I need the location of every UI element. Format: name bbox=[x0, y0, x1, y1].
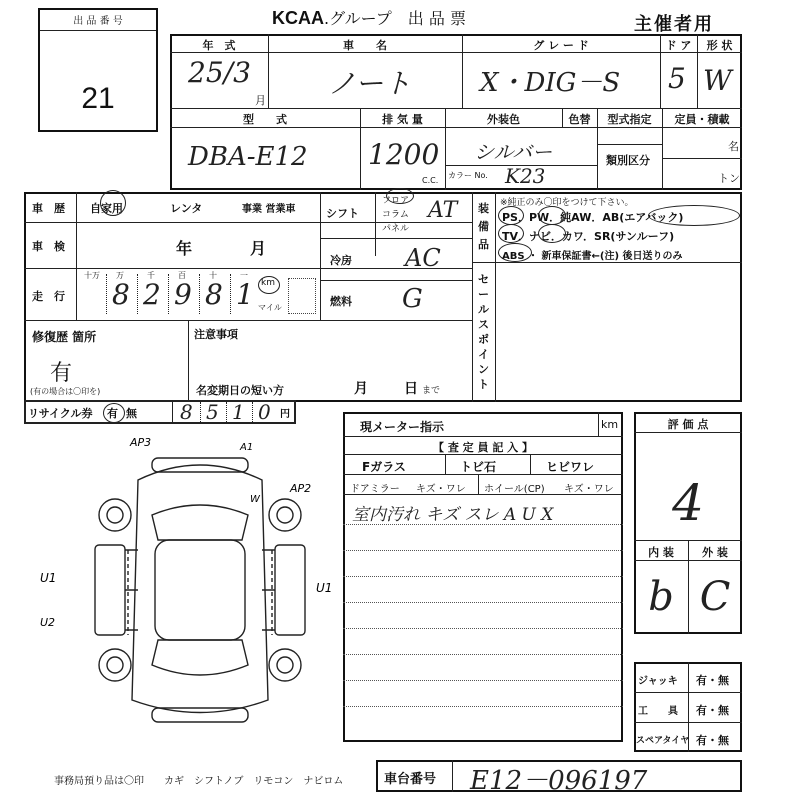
ac-value: AC bbox=[405, 244, 441, 272]
mark-ap3: AP3 bbox=[130, 436, 152, 449]
mileage-digit-1: 8 bbox=[112, 278, 130, 311]
interior-label: 内 装 bbox=[648, 546, 674, 559]
equipment-row-2: TV．ナビ．カワ．SR(サンルーフ) bbox=[502, 230, 675, 243]
fuel-label: 燃料 bbox=[330, 295, 352, 308]
brand-logo: KCAA bbox=[272, 8, 324, 28]
model-value: DBA-E12 bbox=[188, 142, 308, 172]
mileage-unit-100k: 十万 bbox=[84, 271, 100, 280]
meter-unit: km bbox=[601, 418, 619, 431]
ab-circle bbox=[648, 205, 740, 226]
tools-yes-no: 有・無 bbox=[696, 704, 729, 717]
year-suffix: 月 bbox=[255, 94, 266, 107]
mileage-digit-4: 8 bbox=[205, 278, 223, 311]
tv-circle bbox=[498, 224, 524, 243]
inspector-header: 【 査 定 員 記 入 】 bbox=[433, 441, 533, 454]
color-change-label: 色替 bbox=[568, 113, 591, 126]
equipment-label: 装備品 bbox=[478, 202, 489, 251]
abs-circle bbox=[498, 243, 532, 262]
navi-circle bbox=[538, 224, 566, 243]
mark-w: W bbox=[250, 494, 260, 505]
deadline-day-label: 日 bbox=[404, 381, 418, 397]
lot-number: 21 bbox=[81, 82, 115, 115]
recycle-digit-1: 8 bbox=[180, 400, 193, 424]
color-no-label: カラー No. bbox=[448, 171, 488, 180]
capacity-unit-ton: トン bbox=[718, 172, 740, 185]
exterior-color-value: シルバー bbox=[474, 140, 553, 164]
shift-value: AT bbox=[428, 198, 458, 223]
form-title bbox=[272, 6, 466, 29]
category-label: 類別区分 bbox=[606, 154, 650, 167]
inspection-label: 車 検 bbox=[32, 240, 65, 253]
recycle-no: 無 bbox=[126, 407, 137, 420]
score-value: 4 bbox=[672, 474, 704, 532]
grade-value: X・DIG－S bbox=[480, 68, 621, 98]
door-mirror: ドアミラー bbox=[350, 484, 400, 495]
meter-label: 現メーター指示 bbox=[360, 420, 445, 434]
tools-label: 工 具 bbox=[638, 706, 678, 717]
deadline-month-label: 月 bbox=[354, 381, 368, 397]
exterior-color-label: 外装色 bbox=[487, 113, 520, 126]
shift-option-column: コラム bbox=[382, 210, 409, 220]
fuel-value: G bbox=[402, 284, 423, 314]
group-label: .グループ 出 品 票 bbox=[324, 9, 466, 28]
car-diagram bbox=[40, 436, 340, 740]
mileage-digit-3: 9 bbox=[174, 278, 192, 311]
shape-value: W bbox=[703, 64, 732, 97]
lot-number-label: 出 品 番 号 bbox=[73, 16, 123, 27]
shape-label: 形 状 bbox=[706, 39, 733, 52]
history-label: 車 歴 bbox=[32, 202, 65, 215]
car-name-label: 車 名 bbox=[343, 39, 387, 52]
capacity-unit-person: 名 bbox=[728, 140, 739, 153]
lot-number-box bbox=[38, 8, 158, 132]
business-option: 事業 営業車 bbox=[242, 204, 296, 215]
repair-note: (有の場合は〇印を) bbox=[30, 387, 101, 396]
mark-a1-top: A1 bbox=[240, 442, 254, 453]
equipment-note: ※純正のみ〇印をつけて下さい。 bbox=[500, 198, 634, 208]
organizer-label: 主催者用 bbox=[634, 14, 714, 35]
model-label: 型 式 bbox=[243, 113, 287, 126]
inspection-month-label: 月 bbox=[250, 239, 267, 258]
door-mirror-kizu-ware: キズ・ワレ bbox=[416, 484, 466, 495]
shift-option-floor: フロア bbox=[382, 196, 410, 206]
rental-option: レンタ bbox=[170, 202, 203, 215]
deadline-label: 名変期日の短い方 bbox=[196, 384, 284, 397]
mileage-unit-100: 百 bbox=[178, 271, 186, 280]
wheel-kizu-ware: キズ・ワレ bbox=[564, 484, 614, 495]
car-name-value: ノート bbox=[328, 67, 412, 100]
recycle-label: リサイクル券 bbox=[28, 407, 93, 420]
mark-u1-left: U1 bbox=[40, 571, 57, 585]
ac-label: 冷房 bbox=[330, 254, 352, 267]
office-note: 事務局預り品は〇印 カギ シフトノブ リモコン ナビロム bbox=[54, 776, 344, 787]
private-option: 自家用 bbox=[90, 202, 123, 215]
mark-u2-left: U2 bbox=[40, 616, 56, 629]
exterior-value: C bbox=[699, 574, 731, 620]
mileage-digit-5: 1 bbox=[236, 278, 254, 311]
mileage-unit-km: km bbox=[261, 278, 275, 288]
displacement-label: 排 気 量 bbox=[382, 113, 423, 126]
mileage-mile-box bbox=[288, 278, 316, 314]
spare-label: スペアタイヤ bbox=[636, 736, 690, 746]
mark-u1-right: U1 bbox=[316, 581, 333, 595]
ps-circle bbox=[498, 206, 524, 225]
capacity-label: 定員・積載 bbox=[674, 113, 730, 126]
shift-circle bbox=[386, 188, 414, 204]
jack-yes-no: 有・無 bbox=[696, 674, 729, 687]
wheel: ホイール(CP) bbox=[484, 484, 545, 495]
doors-label: ド ア bbox=[665, 39, 692, 52]
grade-label: グ レ ー ド bbox=[533, 39, 589, 52]
displacement-unit: C.C. bbox=[422, 176, 439, 185]
spare-yes-no: 有・無 bbox=[696, 734, 729, 747]
year-value: 25/3 bbox=[188, 56, 251, 89]
mileage-unit-1: 一 bbox=[240, 271, 248, 280]
tobi-ishi: トビ石 bbox=[460, 460, 497, 474]
recycle-unit: 円 bbox=[280, 409, 290, 420]
chassis-label: 車台番号 bbox=[384, 772, 437, 787]
displacement-value: 1200 bbox=[368, 138, 440, 171]
jack-label: ジャッキ bbox=[638, 676, 678, 687]
pw-circle bbox=[538, 206, 566, 225]
exterior-label: 外 装 bbox=[702, 546, 728, 559]
inspection-comment: 室内汚れ キズ スレ A U X bbox=[352, 505, 554, 525]
private-circle bbox=[100, 190, 126, 216]
mark-ap2: AP2 bbox=[290, 482, 312, 495]
f-glass: Fガラス bbox=[362, 460, 406, 474]
recycle-digit-3: 1 bbox=[232, 400, 245, 424]
mileage-unit-10: 十 bbox=[209, 271, 217, 280]
year-label: 年 式 bbox=[202, 39, 236, 52]
chassis-value: E12－096197 bbox=[470, 766, 648, 796]
notes-label: 注意事項 bbox=[194, 328, 238, 341]
shift-option-panel: パネル bbox=[382, 224, 410, 234]
recycle-yes: 有 bbox=[107, 407, 118, 420]
sales-points-label: セールスポイント bbox=[478, 273, 489, 391]
interior-value: b bbox=[648, 574, 674, 620]
deadline-until-label: まで bbox=[422, 386, 441, 396]
equipment-row-3: ABS ・ 新車保証書←(注) 後日送りのみ bbox=[502, 251, 683, 262]
inspection-year-label: 年 bbox=[176, 239, 193, 258]
equipment-row-1: PS．PW．純AW．AB(エアバック) bbox=[502, 211, 684, 224]
type-designation-label: 型式指定 bbox=[607, 113, 652, 126]
shift-label: シフト bbox=[326, 207, 359, 220]
mileage-digit-2: 2 bbox=[143, 278, 161, 311]
hibi-ware: ヒビワレ bbox=[546, 460, 595, 474]
recycle-digit-2: 5 bbox=[206, 400, 219, 424]
mileage-label: 走 行 bbox=[32, 290, 65, 303]
mileage-unit-1k: 千 bbox=[147, 271, 155, 280]
score-label: 評 価 点 bbox=[667, 418, 709, 431]
recycle-digit-4: 0 bbox=[258, 400, 271, 424]
repair-value: 有 bbox=[50, 361, 73, 386]
repair-label: 修復歴 箇所 bbox=[32, 330, 97, 344]
color-no-value: K23 bbox=[505, 164, 546, 188]
mileage-unit-mile: マイル bbox=[258, 303, 282, 312]
doors-value: 5 bbox=[668, 62, 686, 95]
mileage-unit-10k: 万 bbox=[116, 271, 124, 280]
